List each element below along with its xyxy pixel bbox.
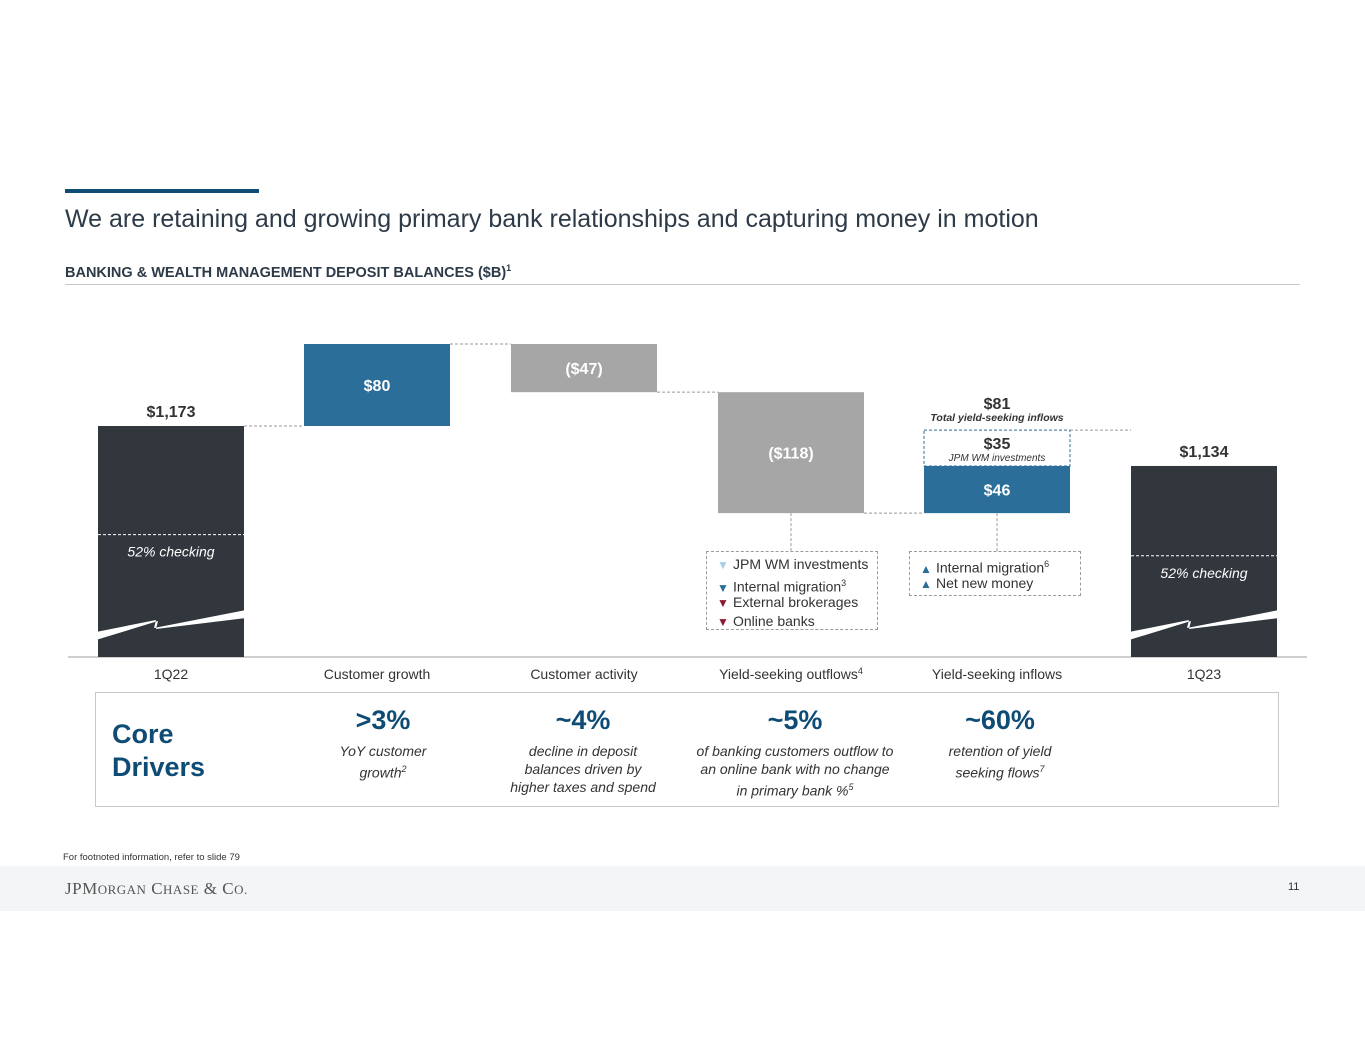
x-tick-label-yield-seeking-outflows: Yield-seeking outflows$^4$ (719, 666, 863, 682)
down-triangle-icon: ▼ (717, 596, 729, 610)
outflows-legend-item (717, 593, 877, 612)
x-tick-label-yield-seeking-inflows: Yield-seeking inflows (931, 666, 1063, 682)
page-number: 11 (1288, 881, 1300, 893)
bar-label-customer-growth: $80 (363, 378, 391, 395)
core-driver-value: ~4% (555, 705, 611, 735)
core-driver (273, 702, 493, 782)
footnote: For footnoted information, refer to slide 79 (63, 852, 240, 863)
core-driver-value: >3% (355, 705, 411, 735)
outflows-legend-label: Online banks (733, 613, 815, 629)
outflows-legend (706, 551, 878, 630)
footnote-ref: 6 (1044, 559, 1050, 569)
down-triangle-icon: ▼ (717, 558, 729, 572)
core-driver-description: retention of yield seeking flows$^7$ (948, 743, 1052, 781)
jpmorgan-logo: JPMORGAN CHASE & CO. (65, 879, 248, 898)
subtitle-footnote-ref: 1 (506, 263, 512, 273)
outflows-legend-label: Internal migration (733, 578, 842, 595)
bar-label-1q22: $1,173 (146, 404, 196, 421)
core-driver-description: of banking customers outflow to an online bank with no change in primary bank %$^5$ (696, 743, 894, 799)
bar-1q22 (98, 426, 244, 657)
outflows-legend-item (717, 612, 877, 631)
checking-label-1q23: 52% checking (1160, 564, 1248, 581)
inflows-legend-label: Internal migration (936, 559, 1045, 576)
x-tick-label-customer-activity: Customer activity (530, 666, 638, 682)
bar-label-yield-seeking-inflows: $81 (983, 396, 1011, 414)
core-driver-description: YoY customer growth$^2$ (339, 743, 427, 781)
bar-label-yield-seeking-inflows-segment-2: $35 (983, 436, 1011, 454)
inflows-legend-item (920, 574, 1080, 593)
inflows-legend (909, 551, 1081, 596)
core-driver (473, 702, 693, 796)
page-title: We are retaining and growing primary bank relationships and capturing money in motion (65, 205, 1039, 233)
bar-label-1q23: $1,134 (1179, 443, 1229, 461)
down-triangle-icon: ▼ (717, 580, 729, 595)
inflows-legend-label: Net new money (936, 575, 1034, 591)
outflows-legend-item (717, 555, 877, 574)
outflows-legend-label: JPM WM investments (733, 556, 869, 572)
bar-label-yield-seeking-outflows: ($118) (768, 445, 814, 463)
outflows-legend-label: External brokerages (733, 594, 859, 610)
core-driver (890, 702, 1110, 782)
bar-sublabel-yield-seeking-inflows: Total yield-seeking inflows (930, 412, 1064, 425)
footnote-ref: 3 (841, 578, 847, 588)
x-tick-label-1q23: 1Q23 (1186, 666, 1222, 682)
bar-sublabel-yield-seeking-inflows-segment-2: JPM WM investments (948, 453, 1046, 465)
down-triangle-icon: ▼ (717, 615, 729, 629)
x-tick-label-customer-growth: Customer growth (323, 666, 431, 682)
core-driver-value: ~60% (965, 705, 1035, 735)
core-drivers-title: Core Drivers (112, 719, 206, 782)
up-triangle-icon: ▲ (920, 577, 932, 591)
bar-label-yield-seeking-inflows-segment-1: $46 (983, 482, 1011, 500)
bar-label-customer-activity: ($47) (565, 361, 603, 379)
checking-label-1q22: 52% checking (127, 543, 215, 560)
core-driver-description: decline in deposit balances driven by higher taxes and spend (510, 743, 656, 795)
core-driver (685, 702, 905, 800)
core-driver-value: ~5% (767, 705, 823, 735)
up-triangle-icon: ▲ (920, 561, 932, 576)
chart-subtitle-text: BANKING & WEALTH MANAGEMENT DEPOSIT BALANCES ($B) (65, 264, 507, 281)
x-tick-label-1q22: 1Q22 (153, 666, 189, 682)
inflows-legend-item (920, 555, 1080, 574)
outflows-legend-item (717, 574, 877, 593)
